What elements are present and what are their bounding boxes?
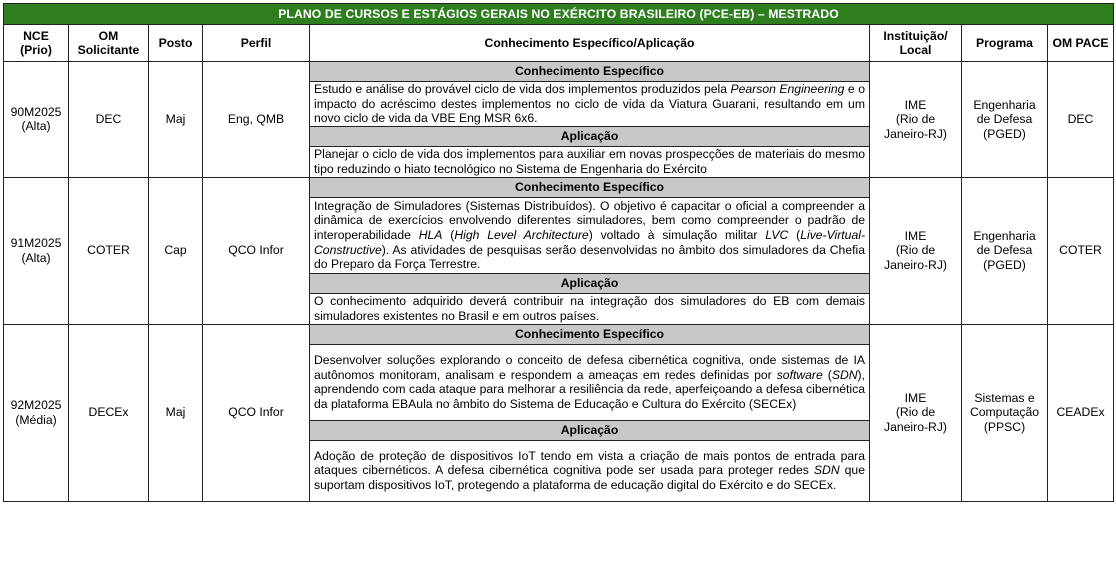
- instituicao-cell: IME (Rio de Janeiro-RJ): [870, 177, 962, 324]
- om-pace-cell: CEADEx: [1048, 324, 1114, 501]
- italic-text: HLA: [418, 227, 443, 242]
- table-row: [4, 324, 1114, 344]
- header-om-solicitante: OM Solicitante: [69, 25, 149, 62]
- programa-cell: Engenharia de Defesa (PGED): [962, 62, 1048, 178]
- text-segment: O conhecimento adquirido deverá contribuir na integração dos simuladores do EB com demais simuladores existentes no Brasil e em outros países.: [314, 294, 865, 323]
- text-segment: Estudo e análise do provável ciclo de vida dos implementos produzidos pela: [314, 82, 731, 96]
- text-segment: Desenvolver soluções explorando o conceito de defesa cibernética cognitiva, onde sistemas de IA autônomos monitoram, analisam e respondem a ameaças em redes definidas por: [314, 353, 865, 382]
- posto-cell: Cap: [149, 177, 203, 324]
- perfil-cell: Eng, QMB: [203, 62, 310, 178]
- nce-cell: 92M2025 (Média): [4, 324, 69, 501]
- italic-text: High Level Architecture: [454, 227, 589, 242]
- posto-cell: Maj: [149, 324, 203, 501]
- aplicacao-heading: Aplicação: [310, 420, 870, 440]
- nce-cell: 90M2025 (Alta): [4, 62, 69, 178]
- header-conhecimento: Conhecimento Específico/Aplicação: [310, 25, 870, 62]
- text-segment: ). As atividades de pesquisas serão desenvolvidas no âmbito dos simuladores da Chefia do Preparo da Força Terrestre.: [314, 242, 865, 272]
- text-segment: ), aprendendo com cada ataque para melhorar a resiliência da rede, aperfeiçoando a defesa cibernética da plataforma EBAula no âmbito do Sistema de Educação e Cultura do Exército (SECEx): [314, 367, 865, 411]
- om-pace-cell: COTER: [1048, 177, 1114, 324]
- text-segment: Adoção de proteção de dispositivos IoT tendo em vista a criação de mais pontos de entrada para ataques cibernéticos. A defesa cibernética cognitiva pode ser usada para proteger redes: [314, 448, 865, 478]
- text-segment: Planejar o ciclo de vida dos implementos para auxiliar em novas prospecções de materiais do mesmo tipo reduzindo o hiato tecnológico no Sistema de Engenharia do Exército: [314, 147, 865, 176]
- header-nce: NCE (Prio): [4, 25, 69, 62]
- instituicao-cell: IME (Rio de Janeiro-RJ): [870, 62, 962, 178]
- aplicacao-text: [310, 146, 870, 177]
- om-pace-cell: DEC: [1048, 62, 1114, 178]
- text-segment: ) voltado à simulação militar: [588, 227, 766, 242]
- text-segment: que suportam dispositivos IoT, protegendo a plataforma de educação digital do Exército e do SECEx.: [314, 463, 865, 493]
- perfil-cell: QCO Infor: [203, 324, 310, 501]
- text-segment: Integração de Simuladores (Sistemas Distribuídos). O objetivo é capacitar o oficial a compreender a dinâmica de exercícios envolvendo diferentes simuladores, bem como compreender o padrão de interoperabilidade: [314, 198, 865, 242]
- table-row: [4, 177, 1114, 197]
- conhecimento-especifico-heading: Conhecimento Específico: [310, 62, 870, 82]
- italic-text: Live-Virtual-Constructive: [314, 227, 866, 257]
- italic-text: SDN: [813, 463, 840, 478]
- aplicacao-heading: Aplicação: [310, 273, 870, 293]
- programa-cell: Sistemas e Computação (PPSC): [962, 324, 1048, 501]
- conhecimento-text: [310, 197, 870, 273]
- text-segment: e o impacto do acréscimo destes implementos no ciclo de vida da Viatura Guarani, resultando em um novo ciclo de vida da VBE Eng MSR 6x6.: [314, 82, 865, 126]
- course-plan-table: [3, 3, 1114, 502]
- om-solicitante-cell: COTER: [69, 177, 149, 324]
- header-instituicao: Instituição/ Local: [870, 25, 962, 62]
- header-row: [4, 25, 1114, 62]
- om-solicitante-cell: DECEx: [69, 324, 149, 501]
- nce-cell: 91M2025 (Alta): [4, 177, 69, 324]
- header-programa: Programa: [962, 25, 1048, 62]
- table-title: PLANO DE CURSOS E ESTÁGIOS GERAIS NO EXÉRCITO BRASILEIRO (PCE-EB) – MESTRADO: [4, 4, 1114, 25]
- conhecimento-text: [310, 82, 870, 127]
- table-row: [4, 62, 1114, 82]
- om-solicitante-cell: DEC: [69, 62, 149, 178]
- aplicacao-text: [310, 440, 870, 501]
- italic-text: software: [776, 367, 823, 382]
- text-segment: (: [822, 367, 832, 382]
- header-perfil: Perfil: [203, 25, 310, 62]
- instituicao-cell: IME (Rio de Janeiro-RJ): [870, 324, 962, 501]
- programa-cell: Engenharia de Defesa (PGED): [962, 177, 1048, 324]
- italic-text: LVC: [765, 227, 789, 242]
- conhecimento-especifico-heading: Conhecimento Específico: [310, 324, 870, 344]
- aplicacao-heading: Aplicação: [310, 126, 870, 146]
- text-segment: (: [788, 227, 801, 242]
- header-om-pace: OM PACE: [1048, 25, 1114, 62]
- italic-text: SDN: [831, 367, 858, 382]
- text-segment: (: [442, 227, 455, 242]
- header-posto: Posto: [149, 25, 203, 62]
- aplicacao-text: [310, 293, 870, 324]
- posto-cell: Maj: [149, 62, 203, 178]
- italic-text: Pearson Engineering: [730, 82, 845, 96]
- conhecimento-text: [310, 344, 870, 420]
- conhecimento-especifico-heading: Conhecimento Específico: [310, 177, 870, 197]
- perfil-cell: QCO Infor: [203, 177, 310, 324]
